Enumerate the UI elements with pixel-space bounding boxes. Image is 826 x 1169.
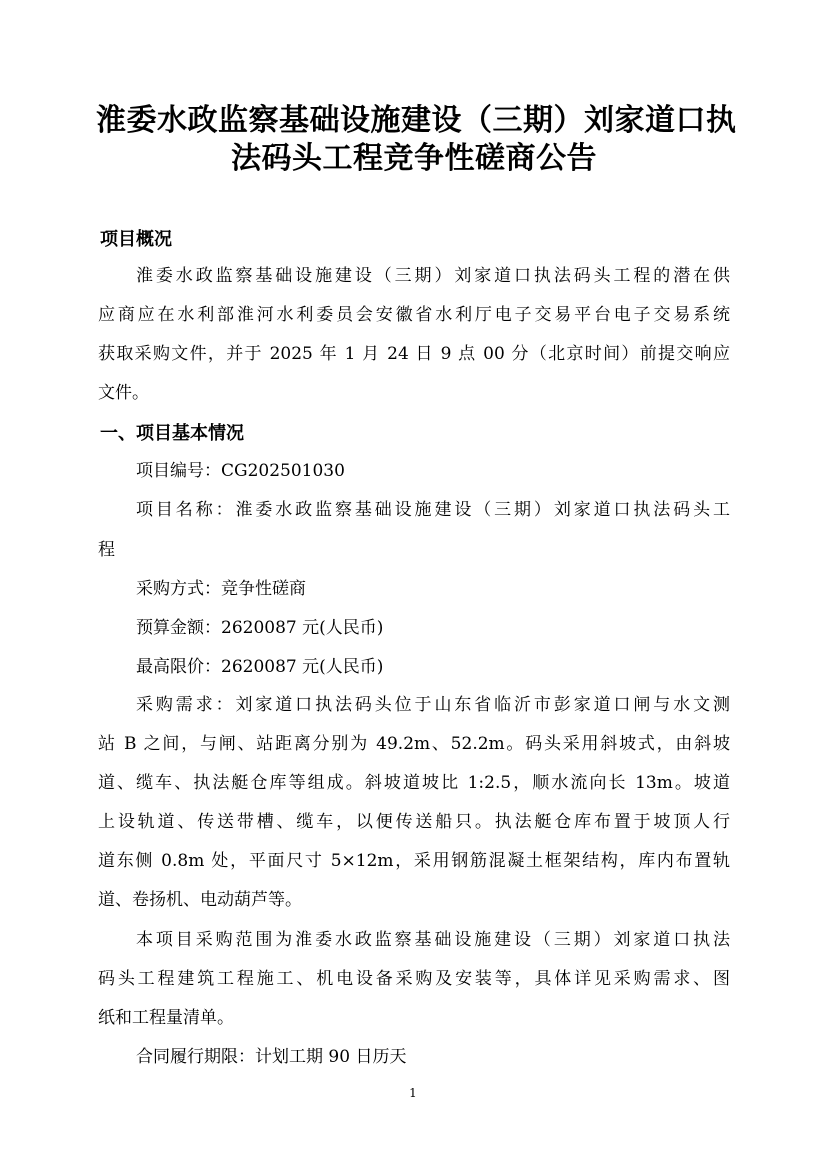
requirement-line: 上设轨道、传送带槽、缆车，以便传送船只。执法艇仓库布置于坡顶人行	[98, 812, 730, 832]
section-heading-overview: 项目概况	[100, 229, 172, 250]
procurement-method: 采购方式：竞争性磋商	[136, 579, 306, 599]
contract-period: 合同履行期限：计划工期 90 日历天	[136, 1047, 407, 1067]
document-title-line-1: 淮委水政监察基础设施建设（三期）刘家道口执	[96, 103, 737, 138]
scope-line: 纸和工程量清单。	[98, 1008, 234, 1028]
requirement-line: 采购需求：刘家道口执法码头位于山东省临沂市彭家道口闸与水文测	[136, 695, 730, 715]
project-name-line: 项目名称：淮委水政监察基础设施建设（三期）刘家道口执法码头工	[136, 500, 730, 520]
page-number: 1	[409, 1086, 417, 1100]
scope-line: 本项目采购范围为淮委水政监察基础设施建设（三期）刘家道口执法	[136, 930, 730, 950]
requirement-line: 道、缆车、执法艇仓库等组成。斜坡道坡比 1:2.5，顺水流向长 13m。坡道	[98, 773, 730, 793]
requirement-line: 道、卷扬机、电动葫芦等。	[98, 890, 302, 910]
requirement-line: 站 B 之间，与闸、站距离分别为 49.2m、52.2m。码头采用斜坡式，由斜坡	[98, 734, 730, 754]
document-title-line-2: 法码头工程竞争性磋商公告	[231, 141, 597, 176]
overview-paragraph-line: 文件。	[98, 383, 149, 403]
overview-paragraph-line: 获取采购文件，并于 2025 年 1 月 24 日 9 点 00 分（北京时间）前提交响应	[98, 344, 730, 364]
project-name-line: 程	[98, 540, 115, 560]
requirement-line: 道东侧 0.8m 处，平面尺寸 5×12m，采用钢筋混凝土框架结构，库内布置轨	[98, 851, 730, 871]
max-price: 最高限价：2620087 元(人民币)	[136, 657, 384, 677]
overview-paragraph-line: 淮委水政监察基础设施建设（三期）刘家道口执法码头工程的潜在供	[136, 266, 730, 286]
project-number: 项目编号：CG202501030	[136, 461, 345, 481]
section-heading-basic-info: 一、项目基本情况	[100, 423, 244, 444]
overview-paragraph-line: 应商应在水利部淮河水利委员会安徽省水利厅电子交易平台电子交易系统	[98, 305, 730, 325]
budget-amount: 预算金额：2620087 元(人民币)	[136, 618, 384, 638]
scope-line: 码头工程建筑工程施工、机电设备采购及安装等，具体详见采购需求、图	[98, 969, 730, 989]
